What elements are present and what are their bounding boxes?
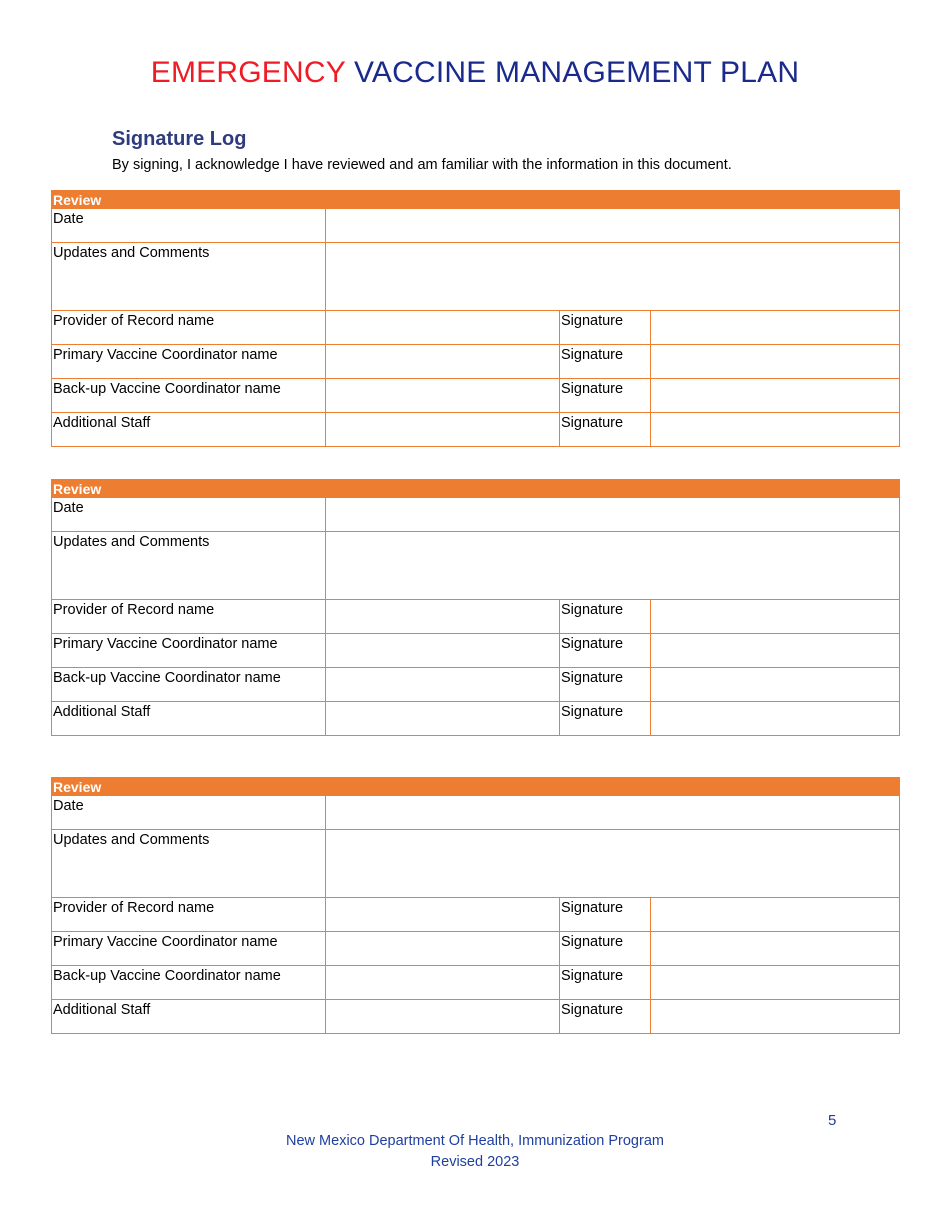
- backup-coordinator-signature-field[interactable]: [651, 668, 900, 702]
- date-label: Date: [52, 209, 326, 243]
- signature-label: Signature: [560, 966, 651, 1000]
- date-field[interactable]: [326, 796, 900, 830]
- review-header: Review: [52, 480, 900, 498]
- backup-coordinator-name-field[interactable]: [326, 668, 560, 702]
- review-header: Review: [52, 778, 900, 796]
- provider-of-record-name-field[interactable]: [326, 311, 560, 345]
- review-table-1: [51, 190, 900, 447]
- title-vaccine-management-plan: VACCINE MANAGEMENT PLAN: [353, 56, 800, 89]
- additional-staff-name-field[interactable]: [326, 413, 560, 447]
- comments-label: Updates and Comments: [52, 243, 326, 311]
- date-label: Date: [52, 796, 326, 830]
- provider-of-record-label: Provider of Record name: [52, 600, 326, 634]
- provider-of-record-name-field[interactable]: [326, 898, 560, 932]
- signature-label: Signature: [560, 932, 651, 966]
- date-label: Date: [52, 498, 326, 532]
- backup-coordinator-name-field[interactable]: [326, 379, 560, 413]
- review-table-2: [51, 479, 900, 736]
- date-field[interactable]: [326, 498, 900, 532]
- backup-coordinator-signature-field[interactable]: [651, 966, 900, 1000]
- section-title: Signature Log: [112, 128, 247, 150]
- signature-label: Signature: [560, 1000, 651, 1034]
- primary-coordinator-name-field[interactable]: [326, 932, 560, 966]
- backup-coordinator-label: Back-up Vaccine Coordinator name: [52, 668, 326, 702]
- primary-coordinator-label: Primary Vaccine Coordinator name: [52, 932, 326, 966]
- comments-field[interactable]: [326, 532, 900, 600]
- provider-of-record-label: Provider of Record name: [52, 898, 326, 932]
- additional-staff-label: Additional Staff: [52, 1000, 326, 1034]
- comments-label: Updates and Comments: [52, 532, 326, 600]
- comments-label: Updates and Comments: [52, 830, 326, 898]
- additional-staff-name-field[interactable]: [326, 1000, 560, 1034]
- provider-of-record-name-field[interactable]: [326, 600, 560, 634]
- footer-organization: New Mexico Department Of Health, Immunization Program: [286, 1133, 664, 1149]
- page-title: [0, 56, 950, 90]
- additional-staff-signature-field[interactable]: [651, 413, 900, 447]
- additional-staff-signature-field[interactable]: [651, 702, 900, 736]
- signature-label: Signature: [560, 311, 651, 345]
- signature-label: Signature: [560, 702, 651, 736]
- backup-coordinator-name-field[interactable]: [326, 966, 560, 1000]
- signature-label: Signature: [560, 634, 651, 668]
- primary-coordinator-label: Primary Vaccine Coordinator name: [52, 634, 326, 668]
- primary-coordinator-signature-field[interactable]: [651, 634, 900, 668]
- page-number: 5: [828, 1112, 837, 1129]
- signature-label: Signature: [560, 668, 651, 702]
- review-header: Review: [52, 191, 900, 209]
- primary-coordinator-signature-field[interactable]: [651, 932, 900, 966]
- additional-staff-label: Additional Staff: [52, 413, 326, 447]
- primary-coordinator-label: Primary Vaccine Coordinator name: [52, 345, 326, 379]
- backup-coordinator-label: Back-up Vaccine Coordinator name: [52, 379, 326, 413]
- signature-label: Signature: [560, 345, 651, 379]
- date-field[interactable]: [326, 209, 900, 243]
- title-emergency: EMERGENCY: [150, 56, 346, 89]
- signature-label: Signature: [560, 379, 651, 413]
- signature-label: Signature: [560, 600, 651, 634]
- additional-staff-signature-field[interactable]: [651, 1000, 900, 1034]
- comments-field[interactable]: [326, 243, 900, 311]
- primary-coordinator-name-field[interactable]: [326, 634, 560, 668]
- primary-coordinator-name-field[interactable]: [326, 345, 560, 379]
- footer-revised: Revised 2023: [430, 1154, 520, 1170]
- additional-staff-label: Additional Staff: [52, 702, 326, 736]
- backup-coordinator-label: Back-up Vaccine Coordinator name: [52, 966, 326, 1000]
- signature-label: Signature: [560, 413, 651, 447]
- acknowledgement-text: By signing, I acknowledge I have reviewed and am familiar with the information in this document.: [112, 157, 732, 173]
- comments-field[interactable]: [326, 830, 900, 898]
- primary-coordinator-signature-field[interactable]: [651, 345, 900, 379]
- review-table-3: [51, 777, 900, 1034]
- provider-of-record-label: Provider of Record name: [52, 311, 326, 345]
- additional-staff-name-field[interactable]: [326, 702, 560, 736]
- provider-of-record-signature-field[interactable]: [651, 898, 900, 932]
- provider-of-record-signature-field[interactable]: [651, 600, 900, 634]
- provider-of-record-signature-field[interactable]: [651, 311, 900, 345]
- signature-label: Signature: [560, 898, 651, 932]
- backup-coordinator-signature-field[interactable]: [651, 379, 900, 413]
